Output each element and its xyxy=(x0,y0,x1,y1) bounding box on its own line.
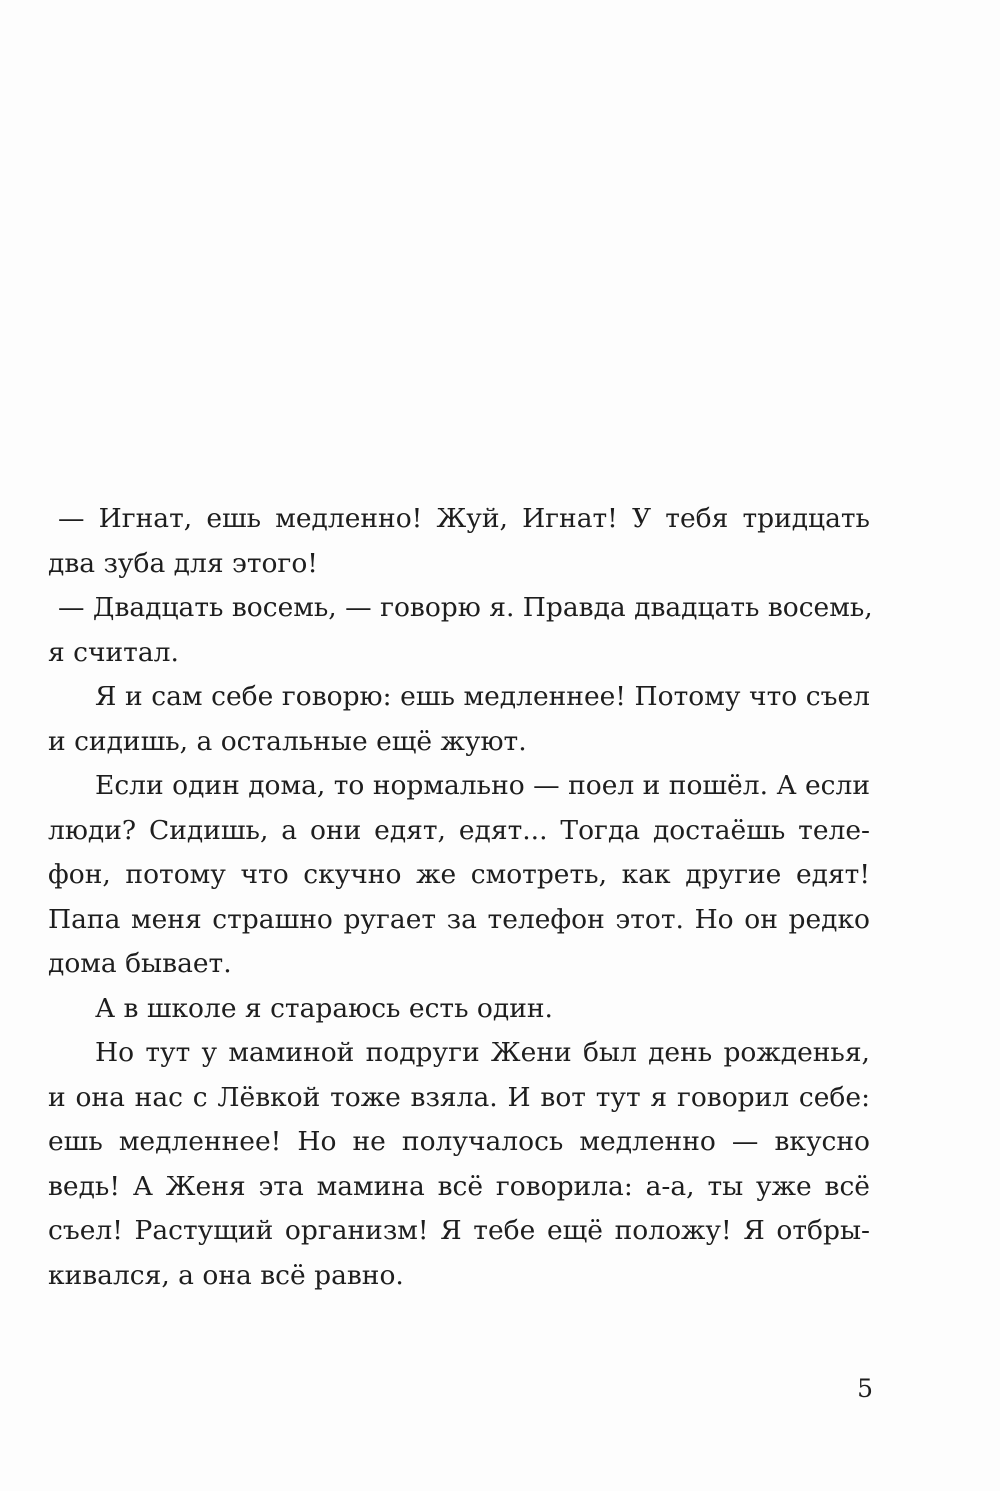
text-line: Я и сам себе говорю: ешь медленнее! Потому что съел xyxy=(95,681,870,712)
text-line: фон, потому что скучно же смотреть, как другие едят! xyxy=(48,859,870,890)
text-line: кивался, а она всё равно. xyxy=(48,1259,404,1291)
text-line: ешь медленнее! Но не получалось медленно — вкусно xyxy=(48,1126,870,1157)
body-text xyxy=(48,497,873,1298)
text-line: съел! Растущий организм! Я тебе ещё положу! Я отбры- xyxy=(48,1215,870,1246)
text-line: Но тут у маминой подруги Жени был день рожденья, xyxy=(95,1037,870,1068)
text-line: ведь! А Женя эта мамина всё говорила: а-а, ты уже всё xyxy=(48,1170,870,1202)
text-line: Если один дома, то нормально — поел и пошёл. А если xyxy=(95,770,870,801)
page-number: 5 xyxy=(857,1374,873,1403)
text-line: люди? Сидишь, а они едят, едят... Тогда достаёшь теле- xyxy=(48,814,870,846)
text-line: — Двадцать восемь, — говорю я. Правда двадцать восемь, xyxy=(58,592,873,623)
text-line: и она нас с Лёвкой тоже взяла. И вот тут я говорил себе: xyxy=(48,1081,870,1113)
text-line: Папа меня страшно ругает за телефон этот. Но он редко xyxy=(48,903,870,935)
text-line: — Игнат, ешь медленно! Жуй, Игнат! У тебя тридцать xyxy=(58,503,870,534)
text-line: я считал. xyxy=(48,636,179,668)
text-line: А в школе я стараюсь есть один. xyxy=(95,992,553,1024)
text-line: дома бывает. xyxy=(48,948,232,979)
text-line: два зуба для этого! xyxy=(48,547,318,579)
text-line: и сидишь, а остальные ещё жуют. xyxy=(48,725,527,757)
